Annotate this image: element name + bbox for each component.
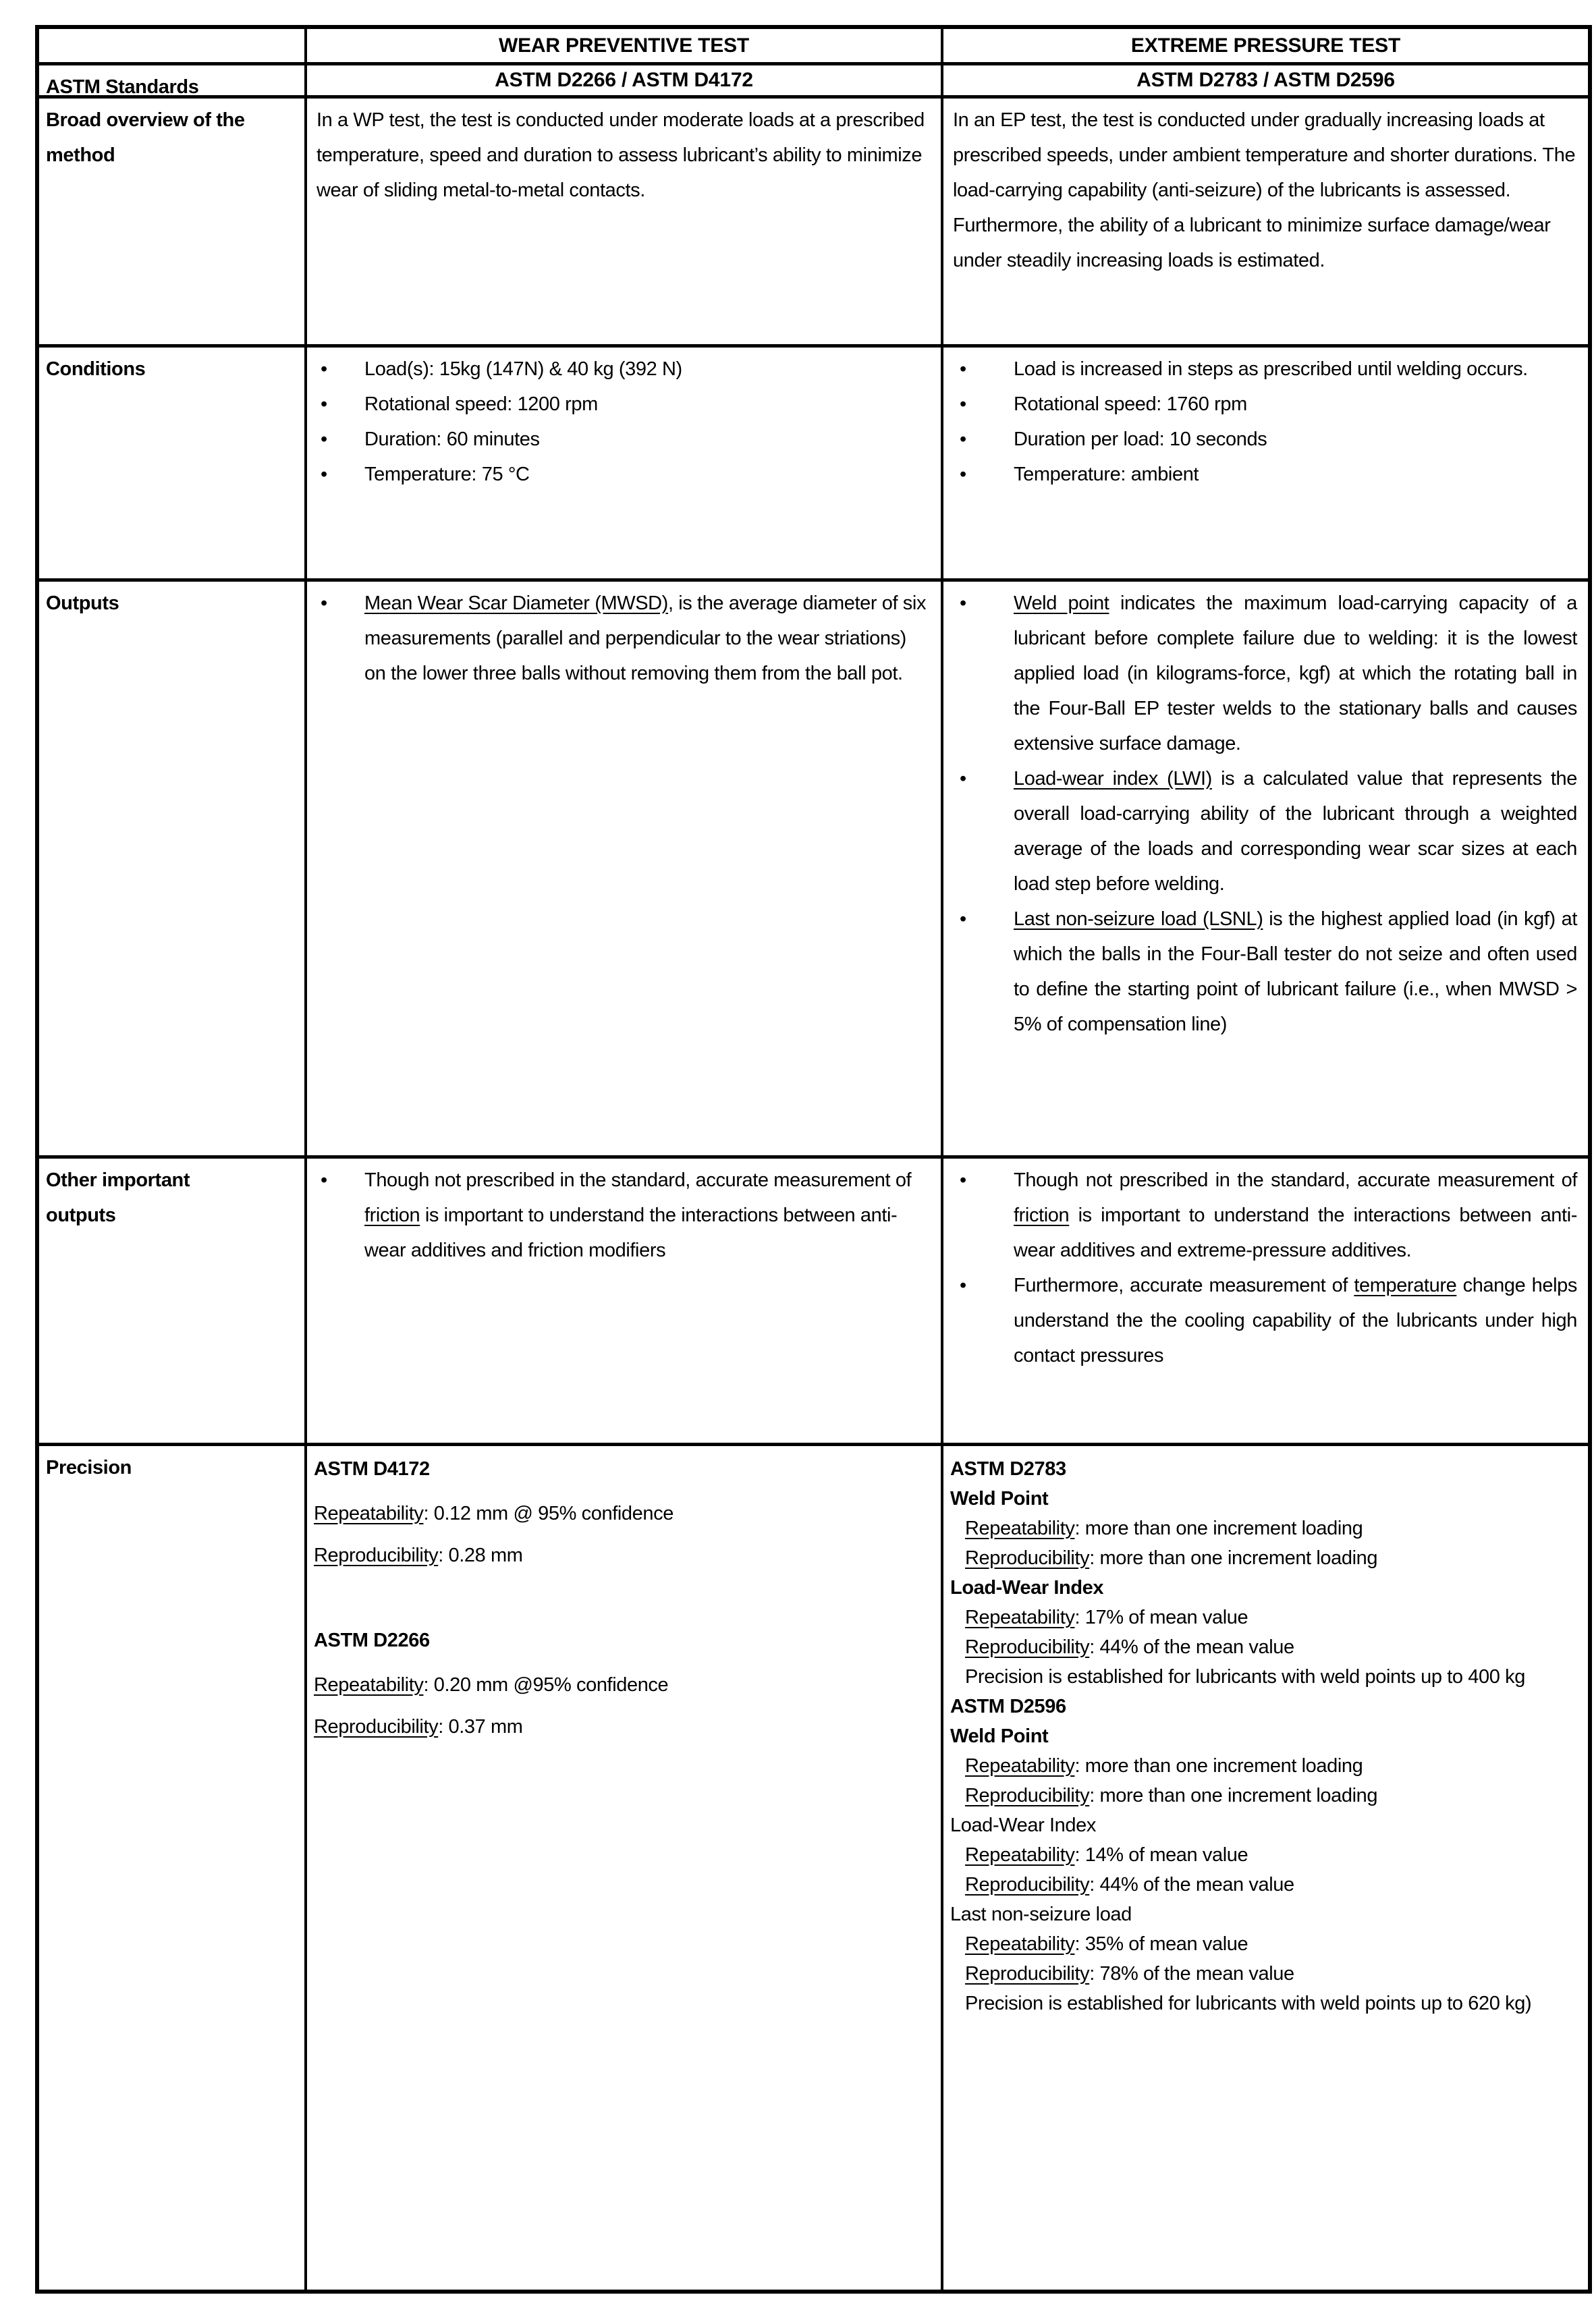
list-item: • Mean Wear Scar Diameter (MWSD), is the average diameter of six measurements (parallel and perpendicular to the wear striations) on the lower three balls without removing them from the ball pot. [307,586,927,691]
load-wear-index-heading: Load-Wear Index [950,1577,1104,1599]
bullet-icon: • [960,908,966,930]
load-wear-index-heading: Load-Wear Index [950,1815,1096,1836]
bullet-icon: • [960,464,966,485]
astm-ep-standards: ASTM D2783 / ASTM D2596 [943,65,1588,99]
bullet-icon: • [960,1169,966,1191]
repeatability-line: Repeatability: 0.20 mm @95% confidence [314,1674,669,1696]
reproducibility-line: Reproducibility: 44% of the mean value [965,1874,1294,1896]
list-item: • Load is increased in steps as prescribed until welding occurs. [943,352,1574,387]
outputs-label: Outputs [39,582,307,1159]
precision-note: Precision is established for lubricants with weld points up to 400 kg [965,1666,1525,1688]
ep-test-header: EXTREME PRESSURE TEST [943,29,1588,65]
bullet-icon: • [960,393,966,415]
repeatability-line: Repeatability: 0.12 mm @ 95% confidence [314,1503,674,1524]
bullet-icon: • [321,464,327,485]
reproducibility-line: Reproducibility: 0.37 mm [314,1716,523,1738]
bullet-icon: • [960,592,966,614]
astm-d2596-heading: ASTM D2596 [950,1696,1066,1717]
other-outputs-wp-list [307,1159,943,1446]
list-item: • Temperature: 75 °C [307,457,927,492]
list-item: • Duration: 60 minutes [307,422,927,457]
list-item: • Duration per load: 10 seconds [943,422,1574,457]
list-item: • Furthermore, accurate measurement of temperature change helps understand the the cooling capability of the lubricants under high contact pressures [943,1268,1577,1373]
list-item: • Rotational speed: 1760 rpm [943,387,1574,422]
underlined-term: Load-wear index (LWI) [1014,768,1212,790]
outputs-ep-list [943,582,1588,1159]
astm-wp-standards: ASTM D2266 / ASTM D4172 [307,65,943,99]
astm-d2783-heading: ASTM D2783 [950,1458,1066,1480]
list-item: • Temperature: ambient [943,457,1574,492]
bullet-icon: • [321,393,327,415]
astm-standards-label: ASTM Standards [39,65,307,99]
precision-wp-cell [307,1446,943,2290]
reproducibility-line: Reproducibility: 78% of the mean value [965,1963,1294,1985]
conditions-ep-list [943,348,1588,582]
repeatability-line: Repeatability: 17% of mean value [965,1607,1248,1628]
underlined-term: friction [364,1205,420,1226]
corner-empty-cell [39,29,307,65]
bullet-icon: • [960,358,966,380]
precision-note: Precision is established for lubricants with weld points up to 620 kg) [965,1993,1532,2014]
bullet-icon: • [321,1169,327,1191]
list-item: • Rotational speed: 1200 rpm [307,387,927,422]
underlined-term: Mean Wear Scar Diameter (MWSD) [364,592,668,614]
bullet-icon: • [960,428,966,450]
underlined-term: friction [1014,1205,1070,1226]
reproducibility-line: Reproducibility: more than one increment loading [965,1785,1378,1806]
reproducibility-line: Reproducibility: 0.28 mm [314,1545,523,1566]
reproducibility-line: Reproducibility: more than one increment loading [965,1547,1378,1569]
repeatability-line: Repeatability: more than one increment loading [965,1518,1363,1539]
repeatability-line: Repeatability: 35% of mean value [965,1933,1248,1955]
last-non-seizure-load-heading: Last non-seizure load [950,1904,1132,1925]
bullet-icon: • [960,768,966,790]
underlined-term: temperature [1354,1275,1457,1296]
comparison-table [35,25,1592,2294]
list-item: • Though not prescribed in the standard, accurate measurement of friction is important to understand the interactions between anti-wear additives and extreme-pressure additives. [943,1163,1577,1268]
list-item: • Load-wear index (LWI) is a calculated value that represents the overall load-carrying ability of the lubricant through a weighted average of the loads and corresponding wear scar sizes at each load step before welding. [943,761,1577,902]
astm-d2266-heading: ASTM D2266 [314,1630,430,1651]
other-outputs-label: Other important outputs [39,1159,307,1446]
underlined-term: Last non-seizure load (LSNL) [1014,908,1263,930]
weld-point-heading: Weld Point [950,1725,1049,1747]
bullet-icon: • [960,1275,966,1296]
overview-ep-text: In an EP test, the test is conducted under gradually increasing loads at prescribed speeds, under ambient temperature and shorter durations. The load-carrying capability (anti-seizure) of the lubricants is assessed. Furthermore, the ability of a lubricant to minimize surface damage/wear under steadily increasing loads is estimated. [943,99,1588,348]
bullet-icon: • [321,358,327,380]
list-item: • Last non-seizure load (LSNL) is the highest applied load (in kgf) at which the balls in the Four-Ball tester do not seize and often used to define the starting point of lubricant failure (i.e., when MWSD > 5% of compensation line) [943,902,1577,1042]
astm-d4172-heading: ASTM D4172 [314,1458,430,1480]
bullet-icon: • [321,428,327,450]
precision-label: Precision [39,1446,307,2290]
conditions-label: Conditions [39,348,307,582]
outputs-wp-list [307,582,943,1159]
bullet-icon: • [321,592,327,614]
conditions-wp-list [307,348,943,582]
repeatability-line: Repeatability: more than one increment loading [965,1755,1363,1777]
list-item: • Load(s): 15kg (147N) & 40 kg (392 N) [307,352,927,387]
list-item: • Though not prescribed in the standard, accurate measurement of friction is important to understand the interactions between anti-wear additives and friction modifiers [307,1163,927,1268]
wp-test-header: WEAR PREVENTIVE TEST [307,29,943,65]
weld-point-heading: Weld Point [950,1488,1049,1510]
underlined-term: Weld point [1014,592,1109,614]
repeatability-line: Repeatability: 14% of mean value [965,1844,1248,1866]
reproducibility-line: Reproducibility: 44% of the mean value [965,1636,1294,1658]
overview-wp-text: In a WP test, the test is conducted under moderate loads at a prescribed temperature, speed and duration to assess lubricant’s ability to minimize wear of sliding metal-to-metal contacts. [307,99,943,348]
other-outputs-ep-list [943,1159,1588,1446]
precision-ep-cell [943,1446,1588,2290]
overview-label: Broad overview of the method [39,99,307,348]
list-item: • Weld point indicates the maximum load-carrying capacity of a lubricant before complete failure due to welding: it is the lowest applied load (in kilograms-force, kgf) at which the rotating ball in the Four-Ball EP tester welds to the stationary balls and causes extensive surface damage. [943,586,1577,761]
